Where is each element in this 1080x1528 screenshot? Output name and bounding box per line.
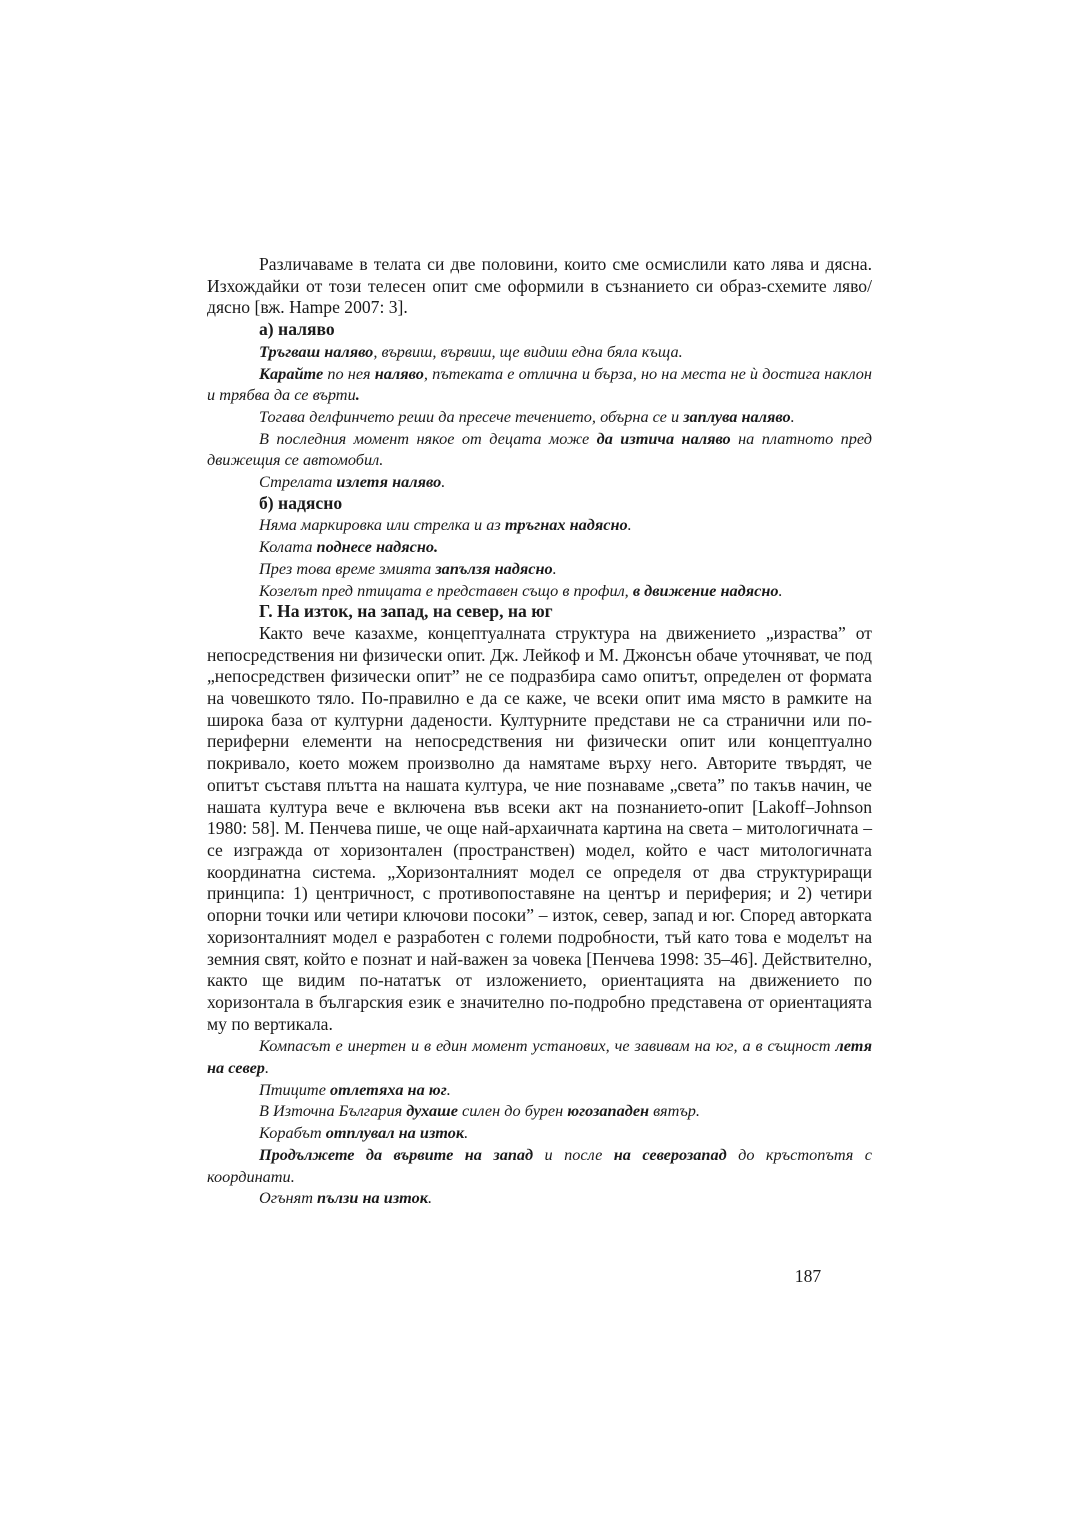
example-emphasis: Продължете да вървите на запад [259, 1144, 534, 1164]
example-emphasis: запълзя надясно [435, 558, 553, 578]
example-emphasis: Тръгваш наляво [259, 341, 374, 361]
example-emphasis: отплувал на изток [325, 1123, 465, 1143]
examples-right [207, 514, 872, 601]
example-sentence [207, 1144, 872, 1187]
example-emphasis: да изтича наляво [596, 428, 731, 448]
page-content [207, 254, 872, 1209]
example-text: и после [533, 1144, 614, 1164]
example-text: . [441, 472, 446, 492]
example-text: вятър. [649, 1101, 701, 1121]
example-emphasis: в движение надясно [632, 580, 779, 600]
example-emphasis: поднесе надясно. [316, 537, 439, 557]
examples-left [207, 341, 872, 493]
example-text: . [778, 580, 783, 600]
example-sentence [207, 1187, 872, 1209]
example-sentence [207, 471, 872, 493]
example-text: върти [312, 385, 356, 405]
example-sentence [207, 1079, 872, 1101]
page-number: 187 [794, 1266, 822, 1286]
example-text: Компасът е инертен и в един момент установих, че завивам на юг, а в същност [259, 1036, 836, 1056]
example-sentence [207, 406, 872, 428]
example-text: . [790, 406, 795, 426]
example-text: Колата [259, 537, 317, 557]
example-text: до кръстопътя с координати. [207, 1144, 872, 1186]
body-paragraph: Както вече казахме, концептуалната структура на движението „израства” от непосредствения ни физически опит. Дж. Лейкоф и М. Джонсън обаче уточняват, че под „непосредствен физически опит” не се подразбира само опитът, определен от формата на човешкото тяло. По-правилно е да се каже, че всеки опит има място в рамките на широка база от културни дадености. Културните представи не са странични или по-периферни елементи на непосредствения ни физически опит или концептуално покривало, което можем произволно да намятаме върху него. Авторите твърдят, че опитът съставя плътта на нашата култура, че ние познаваме „света” по такъв начин, че нашата култура вече е включена във всеки акт на познанието-опит [Lakoff–Johnson 1980: 58]. М. Пенчева пише, че още най-архаичната картина на света – митологичната – се изгражда от хоризонтален (пространствен) модел, който е част митологичната координатна система. „Хоризонталният модел се определя от два структуриращи принципа: 1) центричност, с противопоставяне на център и периферия; и 2) четири опорни точки или четири ключови посоки” – изток, север, запад и юг. Според авторката хоризонталният модел е разработен с големи подробности, тъй като това е моделът на земния свят, който е познат и най-важен за човека [Пенчева 1998: 35–46]. Действително, както ще видим по-нататък от изложението, ориентацията на движението по хоризонтала в българския език е значително по-подробно представена от ориентацията му по вертикала. [207, 622, 872, 1034]
intro-paragraph: Различаваме в телата си две половини, които сме осмислили като лява и дясна. Изхождайки от този телесен опит сме оформили в съзнанието си образ-схемите ляво/дясно [вж. Hampe 2007: 3]. [207, 254, 872, 318]
example-sentence [207, 580, 872, 602]
example-text: Стрелата [259, 472, 337, 492]
example-emphasis: на северозапад [613, 1144, 727, 1164]
example-sentence [207, 1100, 872, 1122]
example-sentence [207, 558, 872, 580]
example-sentence [207, 428, 872, 471]
subheading-left: а) наляво [259, 319, 335, 340]
example-emphasis: югозападен [567, 1101, 650, 1121]
example-text: , вървиш, вървиш, ще видиш една бяла къща. [373, 341, 683, 361]
subheading-right: б) надясно [259, 492, 343, 513]
example-text: Няма маркировка или стрелка и аз [259, 515, 505, 535]
example-sentence [207, 363, 872, 406]
example-text: Корабът [259, 1123, 326, 1143]
example-text: по нея [323, 363, 375, 383]
example-emphasis: наляво [374, 363, 424, 383]
example-text: . [264, 1058, 270, 1078]
example-emphasis: заплува наляво [683, 406, 791, 426]
example-text: В Източна България [259, 1101, 407, 1121]
examples-cardinal [207, 1035, 872, 1209]
example-text: През това време змията [259, 558, 436, 578]
example-text: В последния момент някое от децата може [259, 428, 597, 448]
example-emphasis: Карайте [259, 363, 324, 383]
example-text: , пътеката е отлична и бърза, но на места не ѝ достига наклон и трябва да се [207, 363, 872, 405]
example-text: . [464, 1123, 469, 1143]
example-text: Козелът пред птицата е представен също в профил, [259, 580, 633, 600]
example-emphasis: пълзи на изток [317, 1188, 429, 1208]
example-emphasis: духаше [406, 1101, 458, 1121]
example-text: на платното пред движещия се автомобил. [207, 428, 872, 470]
example-text: силен до бурен [457, 1101, 568, 1121]
example-emphasis: тръгнах надясно [504, 515, 628, 535]
example-sentence [207, 536, 872, 558]
example-emphasis: . [355, 385, 360, 405]
example-sentence [207, 1035, 872, 1078]
example-text: Огънят [259, 1188, 318, 1208]
example-emphasis: излетя наляво [336, 472, 442, 492]
example-text: Тогава делфинчето реши да пресече течението, обърна се и [259, 406, 684, 426]
example-text: . [627, 515, 632, 535]
example-emphasis: летя на север [207, 1036, 872, 1078]
example-text: . [446, 1079, 451, 1099]
example-sentence [207, 341, 872, 363]
example-sentence [207, 514, 872, 536]
example-text: . [428, 1188, 433, 1208]
example-sentence [207, 1122, 872, 1144]
example-emphasis: отлетяха на юг [330, 1079, 447, 1099]
example-text: Птиците [259, 1079, 330, 1099]
example-text: . [552, 558, 557, 578]
section-heading: Г. На изток, на запад, на север, на юг [259, 601, 553, 622]
